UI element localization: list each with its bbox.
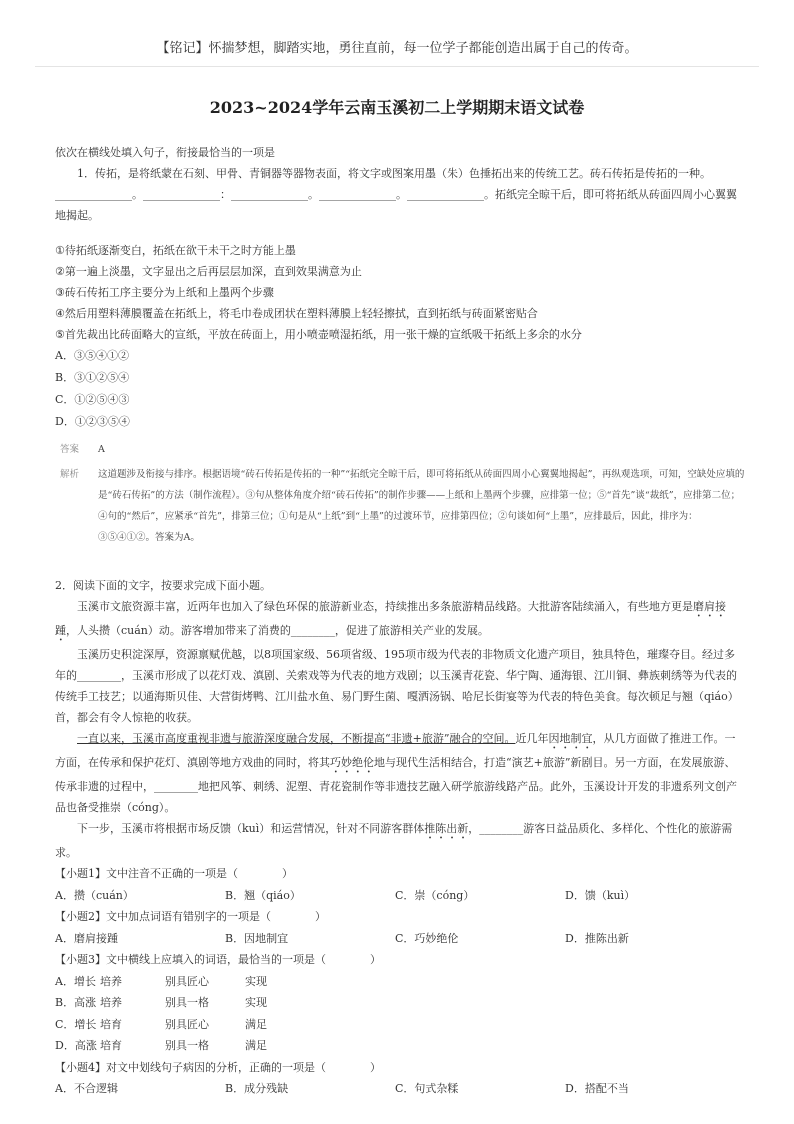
sub3-option-d[interactable] [55,1035,745,1057]
q1-sentence: ②第一遍上淡墨，文字显出之后再层层加深，直到效果满意为止 [55,265,362,278]
q1-sentence: ③砖石传拓工序主要分为上纸和上墨两个步骤 [55,286,274,299]
page-title: 2023~2024学年云南玉溪初二上学期期末语文试卷 [209,98,585,117]
sub-question-2-options [55,928,745,950]
q2-p4-text-b: ，________游客日益品质化、多样化、个性化的旅游需求。 [55,822,733,859]
q2-paragraph-2: 玉溪历史积淀深厚，资源禀赋优越，以8项国家级、56项省级、195项市级为代表的非物质文化遗产项目，独具特色，璀璨夺目。经过多年的________，玉溪市形成了以花灯戏、滇剧、关索戏等为代表的地方戏剧；以玉溪青花瓷、华宁陶、通海银、江川铜、彝族刺绣等为代表的传统手工技艺；以通海斯贝佳、大营街烤鸭、江川盐水鱼、易门野生菌、嘎洒汤锅、哈尼长街宴等为代表的特色美食。每次顿足与翘（qiáo）首，都会有令人惊艳的收获。 [55,648,739,724]
q2-p1-dotted-word: 磨肩接踵 [55,600,726,637]
exam-content [55,142,745,1100]
q1-option-b[interactable]: B．③①②⑤④ [55,371,130,384]
q1-stem: 1．传拓，是将纸蒙在石刻、甲骨、青铜器等器物表面，将文字或图案用墨（朱）色捶拓出来的传统工艺。砖石传拓是传拓的一种。______________。______________：______________。______________。______________。拓纸完全晾干后，即可将拓纸从砖面四周小心翼翼地揭起。 [55,167,737,222]
sub-question-4: 【小题4】对文中划线句子病因的分析，正确的一项是（ ） [55,1060,381,1074]
sub3-b-word: 别具一格 [165,996,209,1009]
q2-p1-text-b: ，人头攒（cuán）动。游客增加带来了消费的________，促进了旅游相关产业的发展。 [66,624,489,637]
q2-p4-text-a: 下一步，玉溪市将根据市场反馈（kuì）和运营情况，针对不同游客群体 [77,822,425,835]
q2-paragraph-3 [55,728,745,818]
q2-intro: 2．阅读下面的文字，按要求完成下面小题。 [55,579,271,592]
sub3-b-word: B．高涨 [55,996,97,1009]
answer-value: A [98,444,105,455]
q2-underlined-sentence: 一直以来，玉溪市高度重视非遗与旅游深度融合发展，不断提高“非遗+旅游”融合的空间。 [77,732,516,745]
q1-option-a[interactable]: A．③⑤④①② [55,349,129,362]
sub3-a-word: A．增长 [55,974,96,988]
q2-p3-dotted-word-2: 巧妙绝伦 [330,756,374,769]
sub3-d-word: 培育 [100,1039,122,1052]
sub-question-3: 【小题3】文中横线上应填入的词语，最恰当的一项是（ ） [55,953,381,966]
analysis-text: 这道题涉及衔接与排序。根据语境“砖石传拓是传拓的一种”“拓纸完全晾干后，即可将拓纸从砖面四周小心翼翼地揭起”，再纵观选项，可知，空缺处应填的是“砖石传拓”的方法（制作流程）。③句从整体角度介绍“砖石传拓”的制作步骤——上纸和上墨两个步骤，应排第一位；⑤“首先”谈“裁纸”，应排第二位；④句的“然后”，应紧承“首先”，排第三位；①句是从“上纸”到“上墨”的过渡环节，应排第四位；②句谈如何“上墨”，应排最后，因此，排序为：③⑤④①②。答案为A。 [98,469,745,543]
sub2-option-d[interactable]: D．推陈出新 [565,931,629,945]
q1-answer-box [55,439,745,548]
sub3-a-word: 培养 [100,974,122,988]
q2-paragraph-1 [55,596,745,644]
q2-p3-dotted-word-1: 因地制宜 [548,732,593,745]
q2-p4-dotted-word: 推陈出新 [424,822,469,835]
sub1-option-b[interactable]: B．翘（qiáo） [225,888,301,902]
sub3-option-a[interactable] [55,971,745,993]
motto-banner: 【铭记】怀揣梦想，脚踏实地，勇往直前，每一位学子都能创造出属于自己的传奇。 [156,41,638,56]
sub3-d-word: 满足 [245,1039,267,1052]
sub3-a-word: 别具匠心 [165,974,209,988]
sub3-option-c[interactable] [55,1014,745,1036]
q1-option-d[interactable]: D．①②③⑤④ [55,415,130,428]
q2-p1-text-a: 玉溪市文旅资源丰富，近两年也加入了绿色环保的旅游新业态，持续推出多条旅游精品线路。大批游客陆续涌入，有些地方更是 [77,600,693,613]
sub3-d-word: 别具一格 [165,1039,209,1052]
sub4-option-a[interactable]: A．不合逻辑 [55,1082,118,1095]
sub3-c-word: 别具匠心 [165,1017,209,1031]
answer-row [55,439,745,460]
sub3-c-word: C．增长 [55,1017,97,1031]
q1-sentences [55,240,745,345]
q1-instruction: 依次在横线处填入句子，衔接最恰当的一项是 [55,146,275,159]
sub-question-1: 【小题1】文中注音不正确的一项是（ ） [55,867,293,880]
q1-sentence: ④然后用塑料薄膜覆盖在拓纸上，将毛巾卷成团状在塑料薄膜上轻轻擦拭，直到拓纸与砖面紧密贴合 [55,307,538,320]
spacer [55,226,745,240]
q1-sentence: ①待拓纸逐渐变白，拓纸在欲干未干之时方能上墨 [55,244,296,257]
sub3-b-word: 实现 [245,996,267,1009]
analysis-row [55,464,745,548]
sub-question-1-options [55,885,745,907]
q2-p3-text-b: ，从几方面做了推进工作。一方面，在传承和保护花灯、滇剧等地方戏曲的同时，将其 [55,732,736,769]
sub1-option-a[interactable]: A．攒（cuán） [55,888,134,902]
q1-option-c[interactable]: C．①②⑤④③ [55,393,130,406]
analysis-label: 解析 [60,469,80,480]
q1-sentence: ⑤首先裁出比砖面略大的宣纸，平放在砖面上，用小喷壶喷湿拓纸，用一张干燥的宣纸吸干拓纸上多余的水分 [55,328,582,341]
sub2-option-b[interactable]: B．因地制宜 [225,931,289,945]
sub3-c-word: 培育 [100,1017,122,1031]
header-divider [35,66,759,67]
sub4-option-d[interactable]: D．搭配不当 [565,1082,629,1095]
q1-options [55,345,745,433]
q2-paragraph-4 [55,818,745,863]
sub2-option-c[interactable]: C．巧妙绝伦 [395,931,459,945]
q2-p3-text-a: 近几年 [515,732,549,745]
sub1-option-d[interactable]: D．馈（kuì） [565,888,636,902]
sub2-option-a[interactable]: A．磨肩接踵 [55,931,118,945]
sub-question-2: 【小题2】文中加点词语有错别字的一项是（ ） [55,910,326,923]
sub1-option-c[interactable]: C．崇（cóng） [395,888,475,902]
spacer [55,548,745,575]
sub3-a-word: 实现 [245,974,267,988]
sub3-b-word: 培养 [100,996,122,1009]
sub3-c-word: 满足 [245,1017,267,1031]
sub3-option-b[interactable] [55,992,745,1014]
sub4-option-b[interactable]: B．成分残缺 [225,1082,289,1095]
sub3-d-word: D．高涨 [55,1039,97,1052]
q2-p3-text-c: 地与现代生活相结合，打造“演艺+旅游”新剧目。另一方面，在发展旅游、传承非遗的过程中，________地把风筝、刺绣、泥塑、青花瓷制作等非遗技艺融入研学旅游线路产品。此外，玉溪设计开发的非遗系列文创产品也备受推崇（cóng）。 [55,756,737,814]
answer-label: 答案 [60,444,80,455]
sub4-option-c[interactable]: C．句式杂糅 [395,1082,459,1095]
sub-question-4-options [55,1078,745,1100]
